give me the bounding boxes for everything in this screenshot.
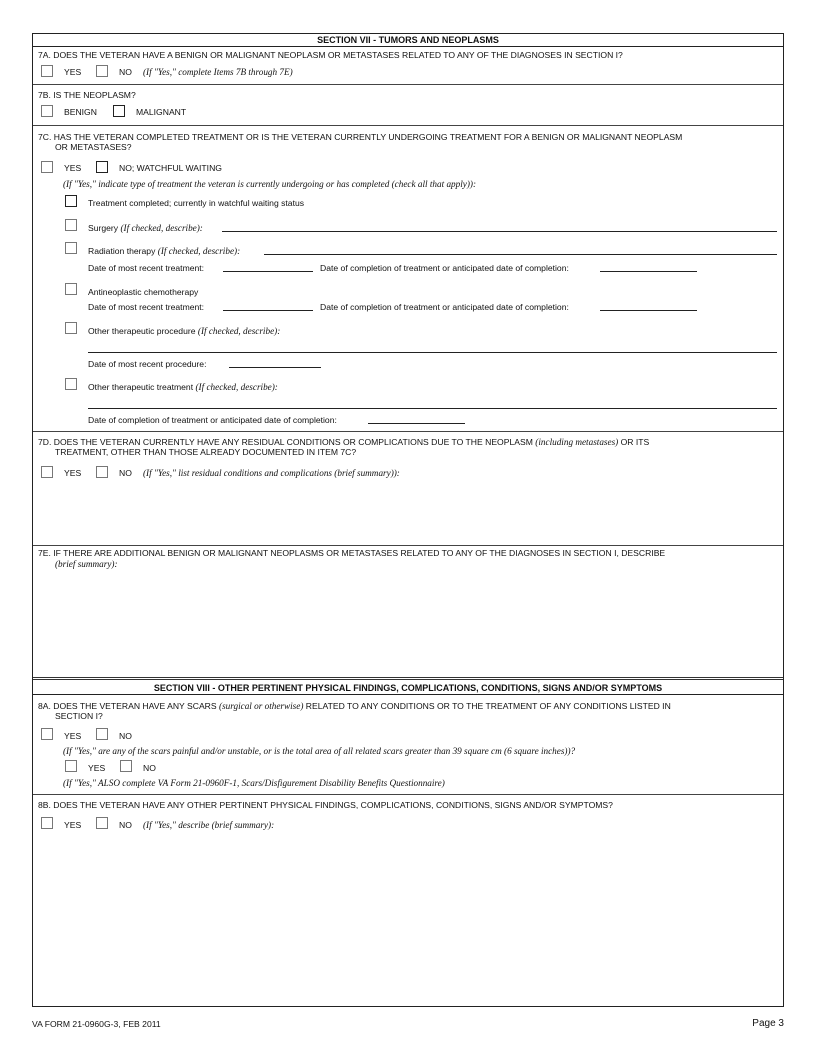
other-treatment-completion-date-label: Date of completion of treatment or anticipated date of completion: [88, 415, 337, 425]
q8a-sub-no-label: NO [143, 763, 156, 773]
q7d-label-line2: TREATMENT, OTHER THAN THOSE ALREADY DOCUMENTED IN ITEM 7C? [55, 447, 357, 457]
q8a-sub-no-checkbox[interactable] [120, 760, 132, 772]
q7b-malignant-label: MALIGNANT [136, 107, 187, 117]
q8a-no-label: NO [119, 731, 132, 741]
other-procedure-describe-field[interactable] [88, 352, 777, 353]
q7d-yes-label: YES [64, 468, 82, 478]
divider [33, 794, 783, 795]
recent-procedure-date-field[interactable] [229, 367, 321, 368]
radiation-recent-date-label: Date of most recent treatment: [88, 263, 205, 273]
other-procedure-label: Other therapeutic procedure (If checked, describe): [88, 326, 281, 336]
q7d-yes-checkbox[interactable] [41, 466, 53, 478]
radiation-checkbox[interactable] [65, 242, 77, 254]
q8b-yes-checkbox[interactable] [41, 817, 53, 829]
q8a-note2: (If "Yes," ALSO complete VA Form 21-0960F-1, Scars/Disfigurement Disability Benefits Questionnaire) [63, 778, 445, 788]
q8a-no-checkbox[interactable] [96, 728, 108, 740]
treatment-completed-label: Treatment completed; currently in watchful waiting status [88, 198, 305, 208]
divider [33, 84, 783, 85]
radiation-recent-date-field[interactable] [223, 271, 313, 272]
chemo-completion-date-label: Date of completion of treatment or anticipated date of completion: [320, 302, 569, 312]
q8b-note: (If "Yes," describe (brief summary): [143, 820, 275, 830]
divider [33, 545, 783, 546]
q7b-benign-label: BENIGN [64, 107, 97, 117]
q7d-note: (If "Yes," list residual conditions and complications (brief summary)): [143, 468, 400, 478]
q8b-yes-label: YES [64, 820, 82, 830]
radiation-completion-date-label: Date of completion of treatment or anticipated date of completion: [320, 263, 569, 273]
q7d-no-checkbox[interactable] [96, 466, 108, 478]
radiation-describe-field[interactable] [264, 254, 777, 255]
q8b-label: 8B. DOES THE VETERAN HAVE ANY OTHER PERTINENT PHYSICAL FINDINGS, COMPLICATIONS, CONDITIONS, SIGNS AND/OR SYMPTOMS? [38, 800, 613, 810]
chemo-completion-date-field[interactable] [600, 310, 697, 311]
q8a-yes-checkbox[interactable] [41, 728, 53, 740]
q8a-note1: (If "Yes," are any of the scars painful and/or unstable, or is the total area of all related scars greater than 39 square cm (6 square inches))? [63, 746, 576, 756]
other-treatment-completion-date-field[interactable] [368, 423, 465, 424]
q7e-label-line1: 7E. IF THERE ARE ADDITIONAL BENIGN OR MALIGNANT NEOPLASMS OR METASTASES RELATED TO ANY OF THE DIAGNOSES IN SECTION I, DESCRIBE [38, 548, 666, 558]
q7b-malignant-checkbox[interactable] [113, 105, 125, 117]
q7c-yes-checkbox[interactable] [41, 161, 53, 173]
other-procedure-checkbox[interactable] [65, 322, 77, 334]
q8a-label-line2: SECTION I? [55, 711, 103, 721]
divider [33, 431, 783, 432]
chemo-recent-date-label: Date of most recent treatment: [88, 302, 205, 312]
radiation-label: Radiation therapy (If checked, describe): [88, 246, 241, 256]
recent-procedure-date-label: Date of most recent procedure: [88, 359, 207, 369]
q7c-no-checkbox[interactable] [96, 161, 108, 173]
q7a-no-checkbox[interactable] [96, 65, 108, 77]
q7b-label: 7B. IS THE NEOPLASM? [38, 90, 136, 100]
radiation-completion-date-field[interactable] [600, 271, 697, 272]
q8a-yes-label: YES [64, 731, 82, 741]
q7a-no-label: NO [119, 67, 132, 77]
form-id: VA FORM 21-0960G-3, FEB 2011 [32, 1019, 161, 1029]
chemotherapy-label: Antineoplastic chemotherapy [88, 287, 199, 297]
section-7-header: SECTION VII - TUMORS AND NEOPLASMS [33, 34, 783, 47]
page-number: Page 3 [752, 1018, 784, 1029]
q7b-benign-checkbox[interactable] [41, 105, 53, 117]
q7e-label-line2: (brief summary): [55, 559, 118, 569]
q8a-sub-yes-checkbox[interactable] [65, 760, 77, 772]
q7d-label-line1: 7D. DOES THE VETERAN CURRENTLY HAVE ANY RESIDUAL CONDITIONS OR COMPLICATIONS DUE TO THE NEOPLASM (including metastases) OR ITS [38, 437, 650, 447]
other-treatment-describe-field[interactable] [88, 408, 777, 409]
q7c-label-line2: OR METASTASES? [55, 142, 132, 152]
q8b-no-checkbox[interactable] [96, 817, 108, 829]
form-page [32, 33, 784, 1007]
q7d-no-label: NO [119, 468, 132, 478]
q7c-no-label: NO; WATCHFUL WAITING [119, 163, 222, 173]
section-divider [33, 677, 783, 680]
other-treatment-checkbox[interactable] [65, 378, 77, 390]
surgery-checkbox[interactable] [65, 219, 77, 231]
q8a-sub-yes-label: YES [88, 763, 106, 773]
q8b-no-label: NO [119, 820, 132, 830]
surgery-label: Surgery (If checked, describe): [88, 223, 203, 233]
q7a-label: 7A. DOES THE VETERAN HAVE A BENIGN OR MALIGNANT NEOPLASM OR METASTASES RELATED TO ANY OF THE DIAGNOSES IN SECTION I? [38, 50, 623, 60]
section-8-header: SECTION VIII - OTHER PERTINENT PHYSICAL FINDINGS, COMPLICATIONS, CONDITIONS, SIGNS AND/OR SYMPTOMS [33, 682, 783, 695]
q7c-yes-label: YES [64, 163, 82, 173]
q7a-yes-checkbox[interactable] [41, 65, 53, 77]
q8a-label-line1: 8A. DOES THE VETERAN HAVE ANY SCARS (surgical or otherwise) RELATED TO ANY CONDITIONS OR TO THE TREATMENT OF ANY CONDITIONS LISTED IN [38, 701, 671, 711]
chemotherapy-checkbox[interactable] [65, 283, 77, 295]
q7c-note: (If "Yes," indicate type of treatment the veteran is currently undergoing or has completed (check all that apply)): [63, 179, 477, 189]
surgery-describe-field[interactable] [222, 231, 777, 232]
treatment-completed-checkbox[interactable] [65, 195, 77, 207]
chemo-recent-date-field[interactable] [223, 310, 313, 311]
q7a-yes-label: YES [64, 67, 82, 77]
q7a-note: (If "Yes," complete Items 7B through 7E) [143, 67, 293, 77]
other-treatment-label: Other therapeutic treatment (If checked, describe): [88, 382, 278, 392]
divider [33, 125, 783, 126]
q7c-label-line1: 7C. HAS THE VETERAN COMPLETED TREATMENT OR IS THE VETERAN CURRENTLY UNDERGOING TREATMENT FOR A BENIGN OR MALIGNANT NEOPLASM [38, 132, 683, 142]
